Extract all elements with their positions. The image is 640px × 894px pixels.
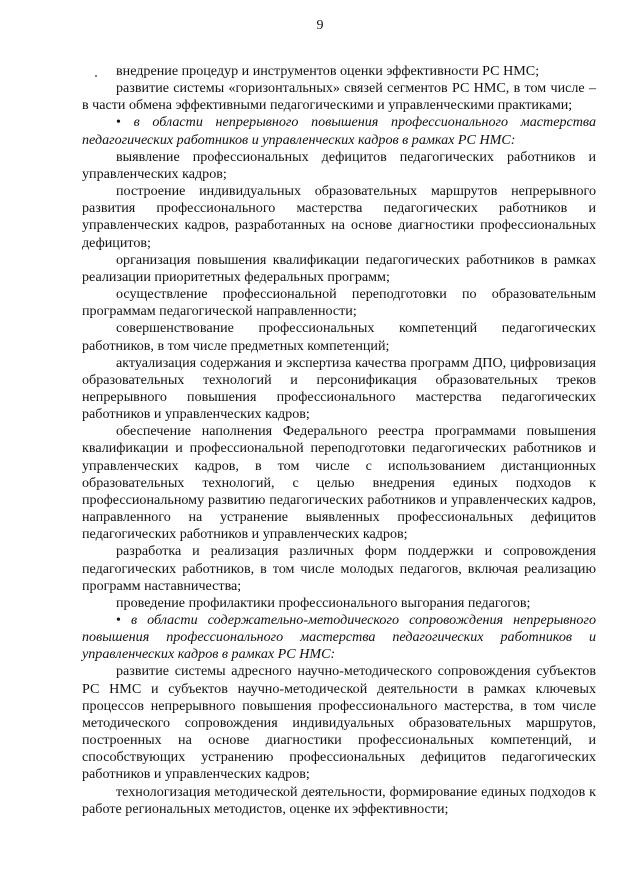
- bullet-icon: •: [116, 612, 121, 628]
- section-heading-text: в области содержательно-методического сопровождения непрерывного повышения профессионального мастерства педагогических работников и управленческих кадров в рамках РС НМС:: [82, 612, 596, 663]
- paragraph: организация повышения квалификации педагогических работников в рамках реализации приоритетных федеральных программ;: [82, 251, 596, 285]
- paragraph: разработка и реализация различных форм поддержки и сопровождения педагогических работников, в том числе молодых педагогов, включая реализацию программ наставничества;: [82, 543, 596, 594]
- paragraph: актуализация содержания и экспертиза качества программ ДПО, цифровизация образовательных технологий и персонификация образовательных треков непрерывного повышения профессионального мастерства педагогических работников и управленческих кадров;: [82, 354, 596, 423]
- page-number: 9: [316, 18, 324, 33]
- paragraph: проведение профилактики профессионального выгорания педагогов;: [116, 594, 531, 611]
- section-heading: [82, 612, 596, 663]
- paragraph: построение индивидуальных образовательных маршрутов непрерывного развития профессионального мастерства педагогических работников и управленческих кадров, разработанных на основе диагностики профессиональных дефицитов;: [82, 183, 596, 251]
- paragraph: совершенствование профессиональных компетенций педагогических работников, в том числе предметных компетенций;: [82, 320, 596, 354]
- paragraph: развитие системы адресного научно-методического сопровождения субъектов РС НМС и субъектов научно-методической деятельности в рамках ключевых процессов непрерывного повышения профессионального мастерства, в том числе методического сопровождения индивидуальных образовательных маршрутов, построенных на основе диагностики профессиональных компетенций, и способствующих устранению профессиональных дефицитов педагогических работников и управленческих кадров;: [82, 663, 596, 783]
- paragraph: осуществление профессиональной переподготовки по образовательным программам педагогической направленности;: [82, 286, 596, 320]
- paragraph: внедрение процедур и инструментов оценки эффективности РС НМС;: [116, 63, 540, 79]
- paragraph: обеспечение наполнения Федерального реестра программами повышения квалификации и профессиональной переподготовки педагогических работников и управленческих кадров, в том числе с использованием дистанционных образовательных технологий, с целью внедрения единых подходов к профессиональному развитию педагогических работников и управленческих кадров, направленного на устранение выявленных профессиональных дефицитов педагогических работников и управленческих кадров;: [82, 423, 596, 543]
- section-heading: [82, 114, 596, 148]
- bullet-icon: •: [116, 114, 121, 131]
- paragraph: развитие системы «горизонтальных» связей сегментов РС НМС, в том числе – в части обмена эффективными педагогическими и управленческими практиками;: [82, 80, 596, 114]
- document-body: [82, 63, 596, 818]
- section-heading-text: в области непрерывного повышения профессионального мастерства педагогических работников и управленческих кадров в рамках РС НМС:: [82, 114, 596, 148]
- paragraph: технологизация методической деятельности, формирование единых подходов к работе региональных методистов, оценке их эффективности;: [82, 783, 596, 817]
- paragraph: выявление профессиональных дефицитов педагогических работников и управленческих кадров;: [82, 148, 596, 182]
